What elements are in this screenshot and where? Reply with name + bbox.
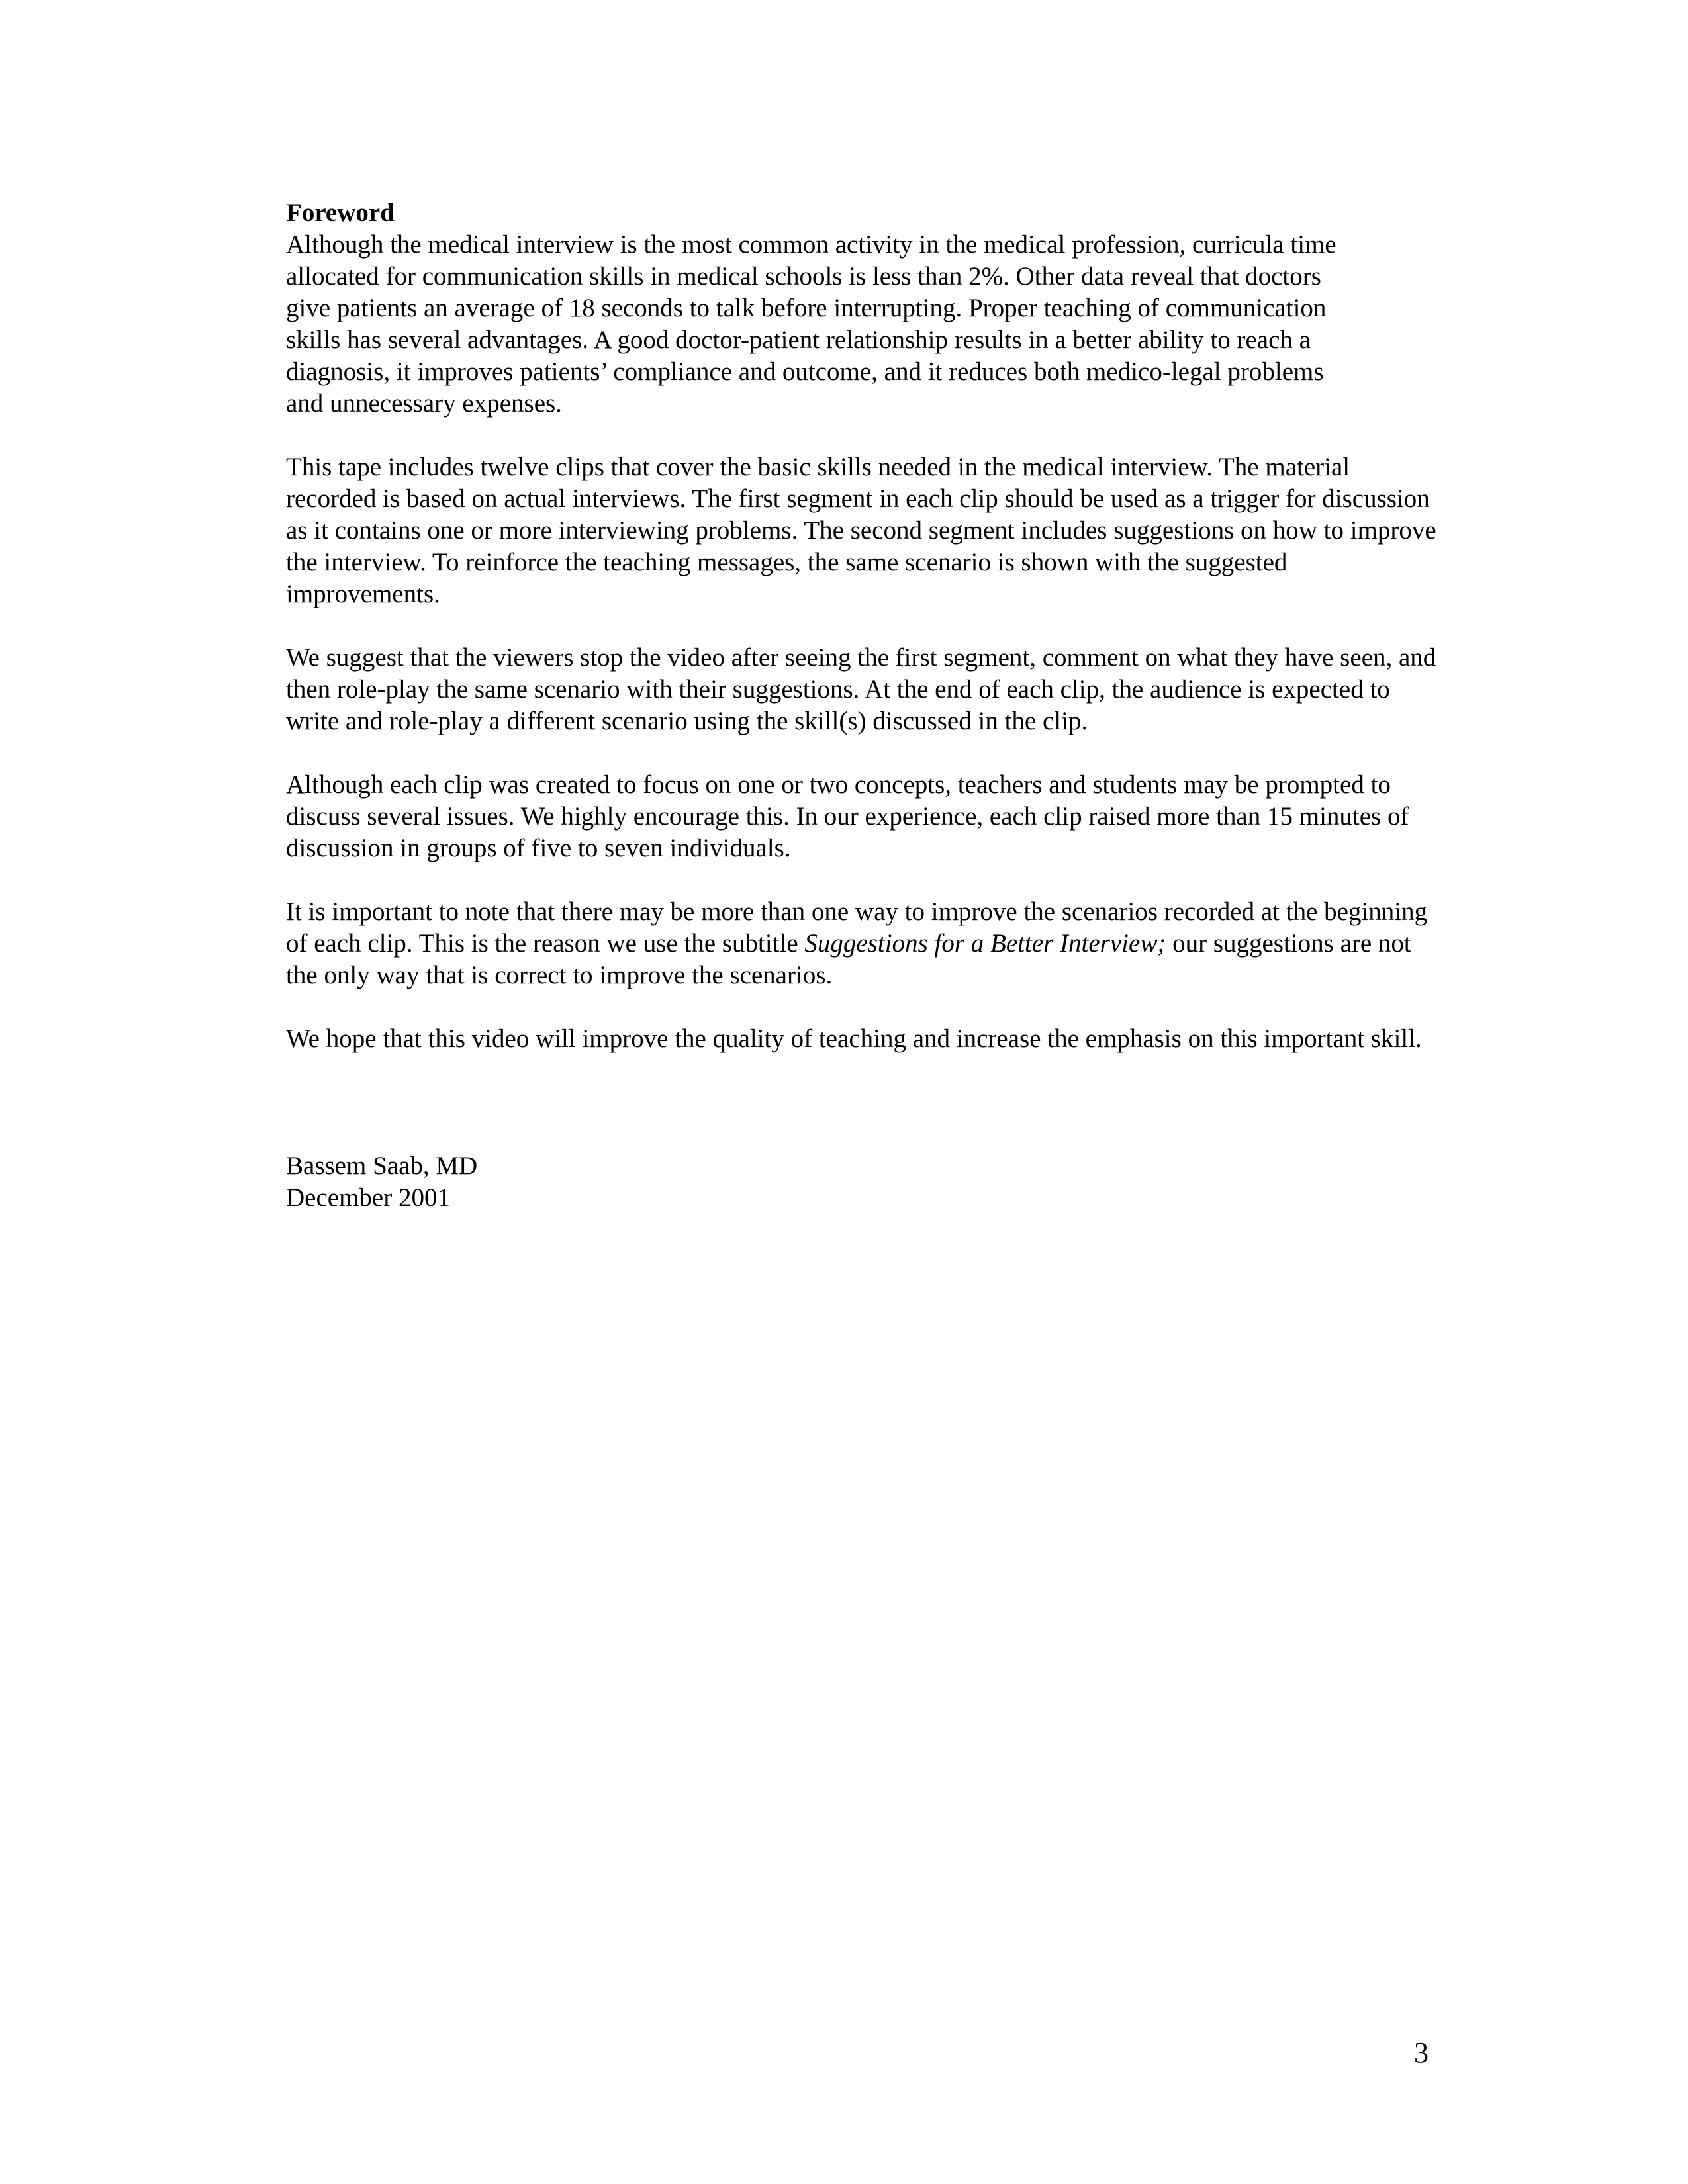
paragraph-3: We suggest that the viewers stop the video after seeing the first segment, comment on what they have seen, and then role-play the same scenario with their suggestions. At the end of each clip, the audience is expected to write and role-play a different scenario using the skill(s) discussed in the clip.: [286, 643, 1436, 735]
signature-date: December 2001: [286, 1183, 450, 1212]
document-body: [286, 197, 1517, 1214]
paragraph-1: Although the medical interview is the most common activity in the medical profession, curricula time allocated for communication skills in medical schools is less than 2%. Other data reveal that doctors give patients an average of 18 seconds to talk before interrupting. Proper teaching of communication skills has several advantages. A good doctor-patient relationship results in a better ability to reach a diagnosis, it improves patients’ compliance and outcome, and it reduces both medico-legal problems and unnecessary expenses.: [286, 230, 1336, 418]
paragraph-2: This tape includes twelve clips that cover the basic skills needed in the medical interview. The material recorded is based on actual interviews. The first segment in each clip should be used as a trigger for discussion as it contains one or more interviewing problems. The second segment includes suggestions on how to improve the interview. To reinforce the teaching messages, the same scenario is shown with the suggested improvements.: [286, 453, 1436, 608]
page-title: Foreword: [286, 199, 395, 227]
subtitle-italic: Suggestions for a Better Interview;: [804, 929, 1166, 958]
signature-block: [286, 1150, 1517, 1214]
paragraph-6: We hope that this video will improve the quality of teaching and increase the emphasis on this important skill.: [286, 1024, 1422, 1053]
page-number: 3: [1414, 2036, 1429, 2069]
author-name: Bassem Saab, MD: [286, 1152, 478, 1180]
paragraph-5-text-end: our suggestions are not the only way that is correct to improve the scenarios.: [286, 929, 1411, 989]
paragraph-5-text-start: It is important to note that there may be more than one way to improve the scenarios recorded at the beginning of each clip. This is the reason we use the subtitle: [286, 897, 1428, 958]
paragraph-4: Although each clip was created to focus on one or two concepts, teachers and students may be prompted to discuss several issues. We highly encourage this. In our experience, each clip raised more than 15 minutes of discussion in groups of five to seven individuals.: [286, 770, 1409, 862]
paragraph-5: [286, 896, 1517, 991]
